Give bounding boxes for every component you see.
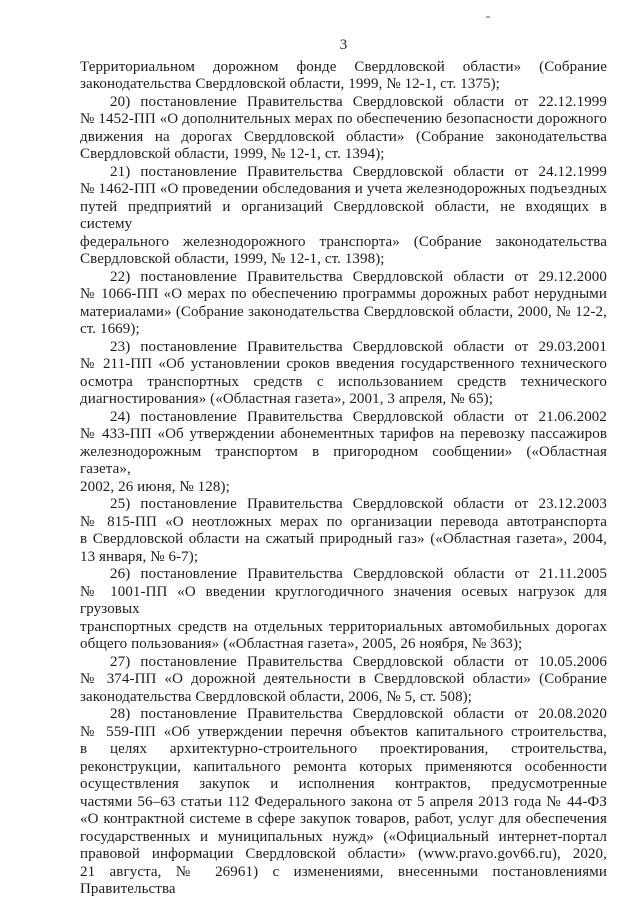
text-line: 26) постановление Правительства Свердловской области от 21.11.2005 xyxy=(110,566,607,582)
text-line: 28) постановление Правительства Свердловской области от 20.08.2020 xyxy=(110,706,607,722)
text-line: № 1001-ПП «О введении круглогодичного значения осевых нагрузок для грузовых xyxy=(80,583,607,617)
text-line: № 1066-ПП «О мерах по обеспечению программы дорожных работ нерудными xyxy=(80,286,607,302)
text-line: 20) постановление Правительства Свердловской области от 22.12.1999 xyxy=(110,93,607,110)
text-line: № 1452-ПП «О дополнительных мерах по обеспечению безопасности дорожного xyxy=(80,111,607,127)
text-line: путей предприятий и организаций Свердловской области, не входящих в систему xyxy=(80,198,607,232)
text-line: № 433-ПП «Об утверждении абонементных тарифов на перевозку пассажиров xyxy=(80,426,607,442)
text-line: железнодорожным транспортом в пригородном сообщении» («Областная газета», xyxy=(80,443,607,477)
text-line: 25) постановление Правительства Свердловской области от 23.12.2003 xyxy=(110,496,607,512)
text-line: частями 56–63 статьи 112 Федерального закона от 5 апреля 2013 года № 44-ФЗ xyxy=(80,793,607,810)
text-line: 13 января, № 6-7); xyxy=(80,548,199,565)
text-line: движения на дорогах Свердловской области» (Собрание законодательства xyxy=(80,128,607,145)
text-line: в Свердловской области на сжатый природный газ» («Областная газета», 2004, xyxy=(80,531,607,547)
text-line: 23) постановление Правительства Свердловской области от 29.03.2001 xyxy=(110,338,607,355)
text-line: «О контрактной системе в сфере закупок товаров, работ, услуг для обеспечения xyxy=(80,811,607,827)
text-line: государственных и муниципальных нужд» («Официальный интернет-портал xyxy=(80,828,607,845)
text-line: диагностирования» («Областная газета», 2001, 3 апреля, № 65); xyxy=(80,391,494,407)
scan-artifact-dot xyxy=(486,16,490,18)
text-line: 21 августа, № 26961) с изменениями, внесенными постановлениями Правительства xyxy=(80,863,607,897)
document-body xyxy=(80,59,607,899)
text-line: 21) постановление Правительства Свердловской области от 24.12.1999 xyxy=(110,163,607,180)
text-line: транспортных средств на отдельных территориальных автомобильных дорогах xyxy=(80,618,607,635)
text-line: в целях архитектурно-строительного проектирования, строительства, xyxy=(80,741,607,757)
text-line: законодательства Свердловской области, 1999, № 12-1, ст. 1375); xyxy=(80,76,500,92)
text-line: ст. 1669); xyxy=(80,321,140,337)
text-line: № 815-ПП «О неотложных мерах по организации перевода автотранспорта xyxy=(80,513,607,530)
text-line: № 559-ПП «Об утверждении перечня объектов капитального строительства, xyxy=(80,723,607,740)
text-line: № 211-ПП «Об установлении сроков введения государственного технического xyxy=(80,356,607,372)
text-line: законодательства Свердловской области, 2006, № 5, ст. 508); xyxy=(80,688,473,705)
text-line: 2002, 26 июня, № 128); xyxy=(80,478,230,495)
text-line: федерального железнодорожного транспорта» (Собрание законодательства xyxy=(80,233,607,250)
text-line: 22) постановление Правительства Свердловской области от 29.12.2000 xyxy=(110,268,607,285)
text-line: общего пользования» («Областная газета», 2005, 26 ноября, № 363); xyxy=(80,636,523,652)
document-content xyxy=(80,37,607,899)
text-line: Свердловской области, 1999, № 12-1, ст. 1398); xyxy=(80,251,385,267)
page-number: 3 xyxy=(339,37,348,53)
text-line: 24) постановление Правительства Свердловской области от 21.06.2002 xyxy=(110,408,607,425)
text-line: 27) постановление Правительства Свердловской области от 10.05.2006 xyxy=(110,653,607,670)
text-line: осуществления закупок и исполнения контрактов, предусмотренные xyxy=(80,776,607,792)
text-line: Свердловской области, 1999, № 12-1, ст. 1394); xyxy=(80,146,385,162)
text-line: правовой информации Свердловской области» (www.pravo.gov66.ru), 2020, xyxy=(80,846,607,862)
text-line: осмотра транспортных средств с использованием средств технического xyxy=(80,373,607,390)
text-line: реконструкции, капитального ремонта которых применяются особенности xyxy=(80,758,607,775)
text-line: Территориальном дорожном фонде Свердловской области» (Собрание xyxy=(80,58,607,75)
text-line: № 374-ПП «О дорожной деятельности в Свердловской области» (Собрание xyxy=(80,671,607,687)
text-line: № 1462-ПП «О проведении обследования и учета железнодорожных подъездных xyxy=(80,181,607,197)
text-line: материалами» (Собрание законодательства Свердловской области, 2000, № 12-2, xyxy=(80,303,607,320)
